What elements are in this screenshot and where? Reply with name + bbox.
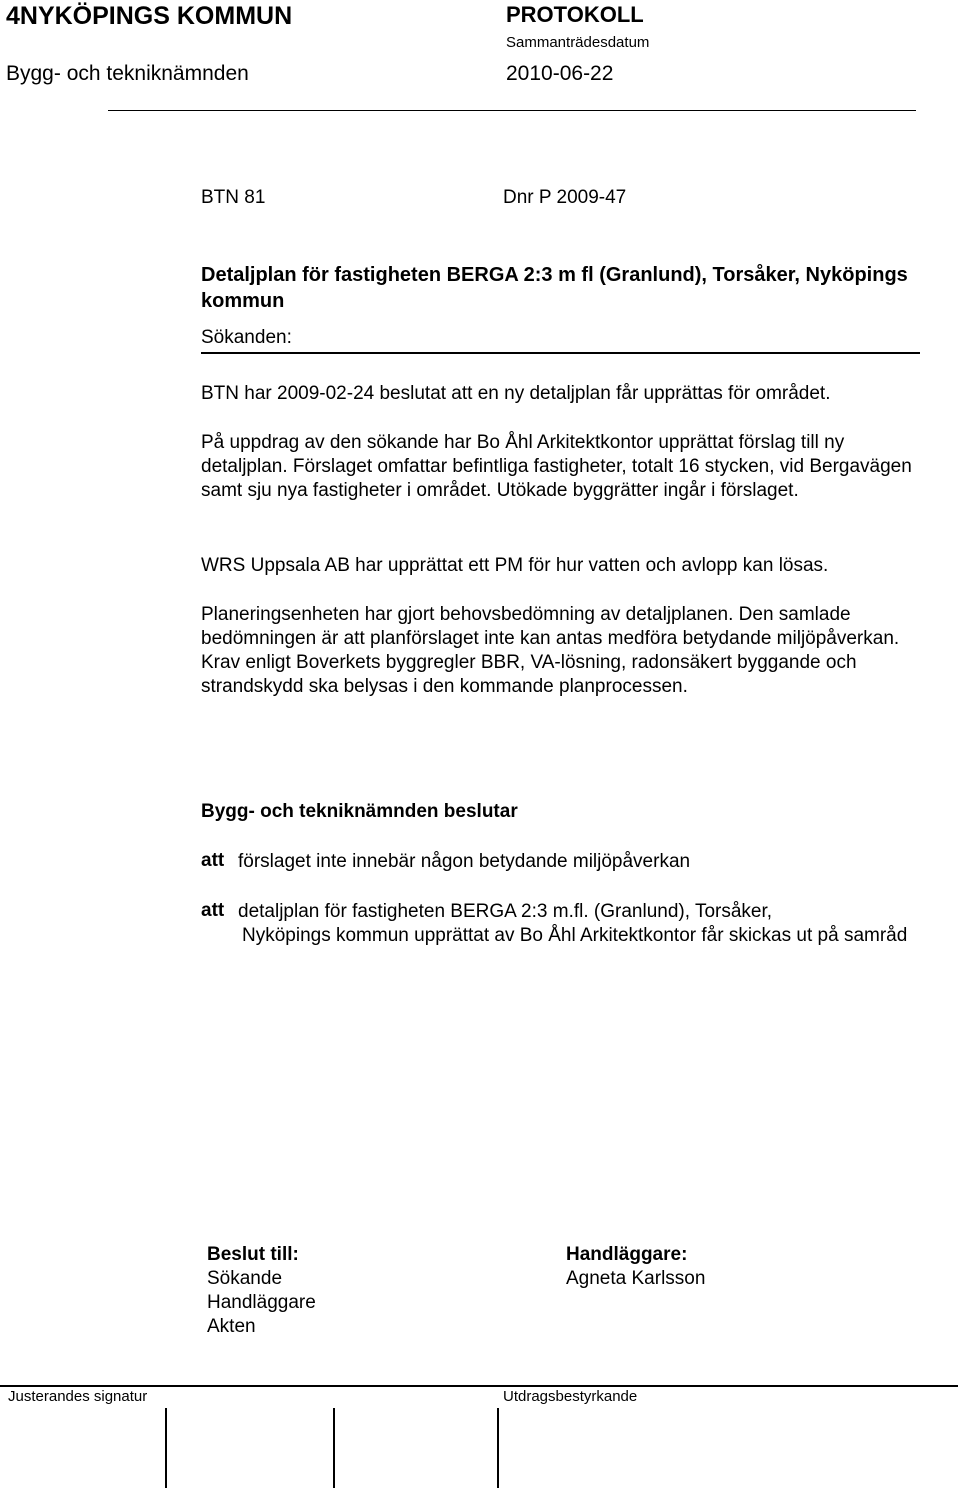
decision-item-text: förslaget inte innebär någon betydande miljöpåverkan [238,851,691,872]
municipality-name: 4NYKÖPINGS KOMMUN [6,2,293,30]
header-divider [108,110,916,111]
handler-block [566,1243,705,1291]
board-name: Bygg- och tekniknämnden [6,62,249,85]
handler-label: Handläggare: [566,1244,688,1265]
signature-label: Justerandes signatur [8,1388,148,1405]
recipient: Sökande [207,1268,283,1289]
case-title: Detaljplan för fastigheten BERGA 2:3 m fl (Granlund), Torsåker, Nyköpings kommun [201,264,908,312]
paragraph-number: BTN 81 [201,187,266,208]
paragraph-assessment: Planeringsenheten har gjort behovsbedömning av detaljplanen. Den samlade bedömningen är att planförslaget inte kan antas medföra betydande miljöpåverkan. Krav enligt Boverkets byggregler BBR, VA-lösning, radonsäkert byggande och strandskydd ska belysas i den kommande planprocessen. [201,604,900,697]
meeting-date-label: Sammanträdesdatum [506,34,650,51]
paragraph-water-sewage: WRS Uppsala AB har upprättat ett PM för hur vatten och avlopp kan lösas. [201,555,829,576]
sent-to-label: Beslut till: [207,1244,299,1265]
decision-item-continuation: Nyköpings kommun upprättat av Bo Åhl Arkitektkontor får skickas ut på samråd [242,925,908,946]
signature-divider [497,1408,499,1488]
paragraph-decision-history: BTN har 2009-02-24 beslutat att en ny detaljplan får upprättas för området. [201,383,831,404]
recipient: Akten [207,1316,256,1337]
diary-number: Dnr P 2009-47 [503,187,627,208]
decision-item-label: att [201,900,225,921]
signature-divider [333,1408,335,1488]
extract-certification-label: Utdragsbestyrkande [503,1388,638,1405]
meeting-date: 2010-06-22 [506,62,614,85]
decision-item-label: att [201,850,225,871]
recipient: Handläggare [207,1292,316,1313]
footer-top-rule [0,1385,958,1387]
document-type: PROTOKOLL [506,2,644,27]
signature-divider [165,1408,167,1488]
paragraph-proposal: På uppdrag av den sökande har Bo Åhl Arkitektkontor upprättat förslag till ny detaljplan. Förslaget omfattar befintliga fastigheter, totalt 16 stycken, vid Bergavägen samt sju nya fastigheter i området. Utökade byggrätter ingår i förslaget. [201,432,912,501]
title-underline [201,352,920,354]
applicant-label: Sökanden: [201,327,292,348]
handler-name: Agneta Karlsson [566,1268,706,1289]
decision-heading: Bygg- och tekniknämnden beslutar [201,801,518,822]
sent-to-block [207,1243,316,1339]
decision-item-text: detaljplan för fastigheten BERGA 2:3 m.fl. (Granlund), Torsåker, [238,901,773,922]
